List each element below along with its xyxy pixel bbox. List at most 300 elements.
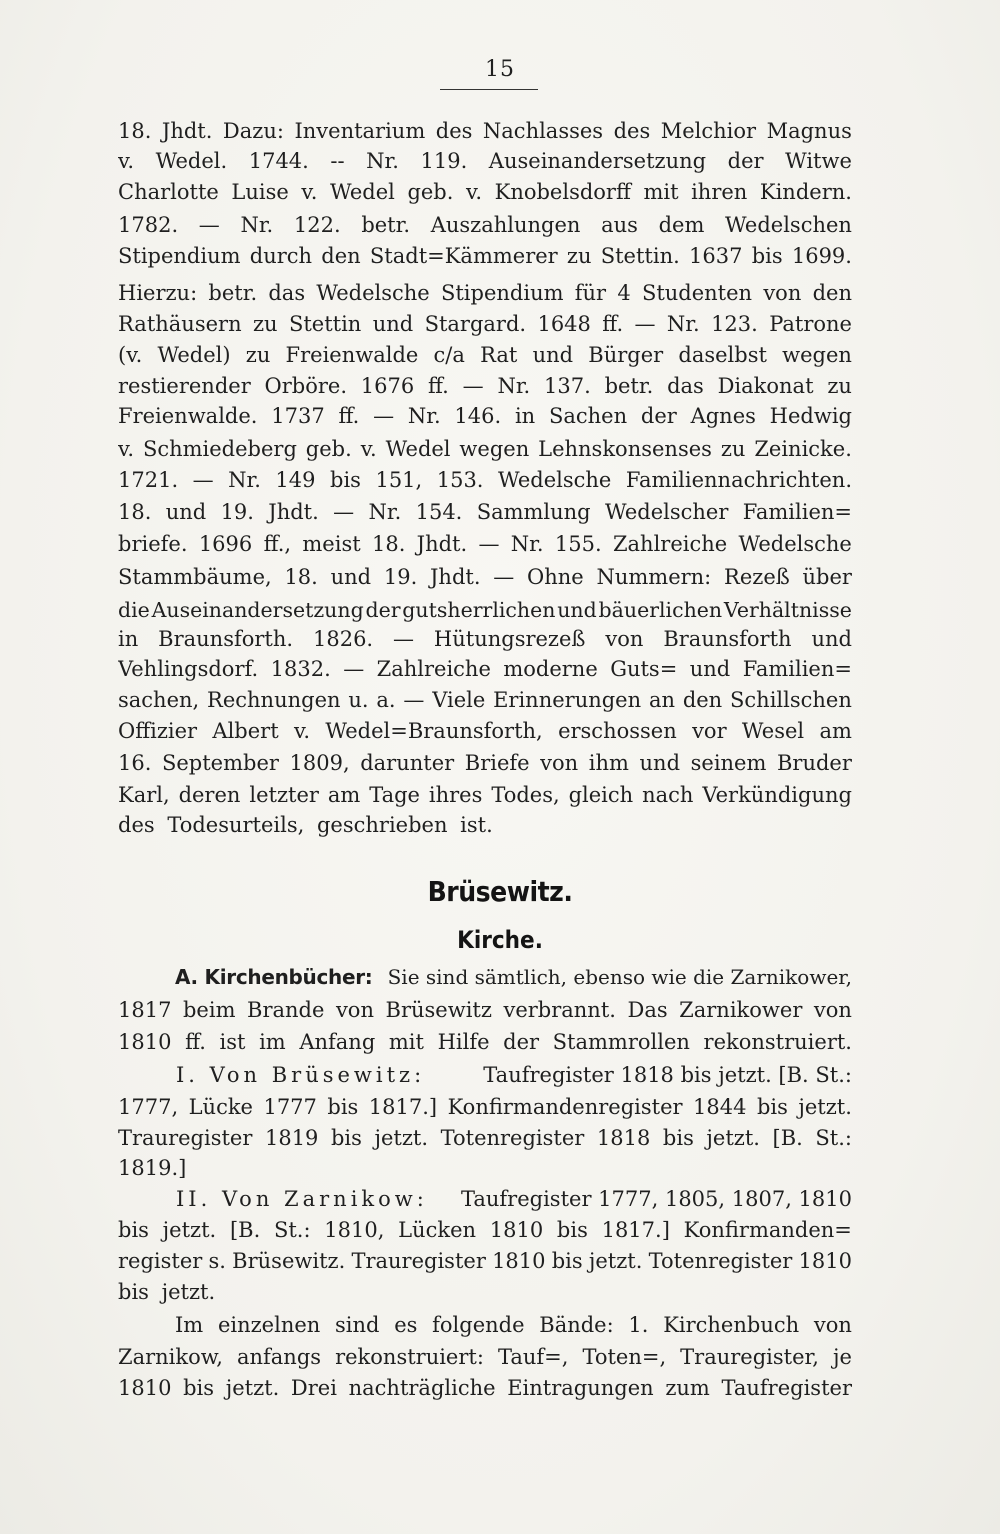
word: Konfirmandenregister [447,1095,683,1119]
word: beim [182,998,236,1022]
word: Rezeß [724,565,790,589]
word: briefe. [118,532,188,556]
text-line [118,685,852,715]
word: Briefe [464,751,530,775]
word: 18. [118,119,152,143]
word: Jhdt. [430,565,481,589]
word: v. [301,180,318,204]
word: Brüsewitz [385,998,492,1022]
word: für [574,281,607,305]
word: 1782. [118,213,179,237]
word: moderne [503,657,598,681]
word: [B. [772,1126,803,1150]
word: Brüsewitz. [232,1249,346,1273]
word: 1819 [264,1126,319,1150]
word: Jhdt. [268,500,319,524]
word: zum [665,1376,710,1400]
word: Wedelsche [738,532,852,556]
word: ff., [263,532,292,556]
word: Bruder [776,751,852,775]
word: 1810 [798,1249,852,1273]
text-line [118,241,852,271]
word: — [343,657,365,681]
word: 153. [436,468,484,492]
word: Nr. [407,404,441,428]
word: Trauregister [351,1249,486,1273]
word: register [118,1249,203,1273]
word: Patrone [769,312,852,336]
text-line [118,210,852,240]
word: letzter [249,783,319,807]
word: des [613,119,651,143]
page-number: 15 [485,57,515,82]
word: s. [208,1249,226,1273]
word: 1817.] [601,1218,670,1242]
word: — [198,213,220,237]
word: 18. [118,500,152,524]
word: ff. [338,404,360,428]
text-line [118,562,852,592]
word: Diakonat [717,374,814,398]
word: 1810 [118,1030,172,1054]
section-a-first-line [118,962,852,992]
word: Nr. [510,532,544,556]
word: und [557,598,597,622]
word: Trauregister [118,1126,253,1150]
word: nach [642,783,694,807]
word: Ohne [527,565,584,589]
word: — [373,404,395,428]
word: Agnes [690,404,756,428]
section-a-line1-text: Sie sind sämtlich, ebenso wie die Zarnikower, [387,965,852,989]
word: Nr. [368,500,402,524]
word: 119. [420,149,468,173]
word: Braunsforth. [158,627,294,651]
word: es [394,1313,418,1337]
word: von [763,281,802,305]
word: bis [556,1218,588,1242]
word: jetzt. [798,1095,852,1119]
word: 1777 [263,1095,317,1119]
word: bis [330,468,361,492]
word: Kindern. [759,180,852,204]
word: v. [360,437,377,461]
word: — [462,374,484,398]
word: 149 [275,468,316,492]
word: ff. [602,312,624,336]
word: der [727,149,764,173]
word: 1696 [198,532,253,556]
word: Wedelsche [497,468,612,492]
word: und [165,500,207,524]
word: zu [252,312,278,336]
word: in [118,627,139,651]
place-heading: Brüsewitz. [427,875,573,908]
word: 1832. [270,657,331,681]
item-1-label: I. Von Brüsewitz: [176,1063,426,1087]
word: 1777, [118,1095,179,1119]
word: Eintragungen [507,1376,654,1400]
word: Knobelsdorff [494,180,631,204]
word: Lehnskonsenses [538,437,712,461]
word: bis [551,1249,583,1273]
word: 137. [544,374,591,398]
text-line [118,780,852,810]
word: 1. [628,1313,649,1337]
word: a. [376,688,396,712]
word: Nr. [228,468,261,492]
text-line [118,1310,852,1340]
word: bis [330,1126,362,1150]
word: von [540,751,579,775]
word: geb. [305,437,352,461]
word: 1817 [118,998,172,1022]
word: Rat [480,343,518,367]
word: Stargard. [424,312,527,336]
word: 4 [617,281,631,305]
word: sachen, [118,688,200,712]
word: Freienwalde [285,343,419,367]
word: Sachen [548,404,628,428]
word: Sammlung [476,500,591,524]
word: einzelnen [217,1313,321,1337]
word: bis [327,1095,359,1119]
word: seinem [690,751,767,775]
word: Familien= [742,657,852,681]
word: Wedel=Braunsforth, [325,719,543,743]
word: Dazu: [222,119,284,143]
word: Zarnikower [679,998,803,1022]
word: St.: [815,1126,852,1150]
word: Braunsforth [663,627,792,651]
word: Nr. [497,374,531,398]
word: Charlotte [118,180,219,204]
word: Trauregister, [680,1345,819,1369]
word: 18. [371,532,406,556]
word: nachträgliche [348,1376,496,1400]
text-line [118,1215,852,1245]
word: aus [601,213,638,237]
word: Auseinandersetzung [488,149,707,173]
text-line [118,595,852,625]
word: 1810 [118,1376,172,1400]
word: zu [827,374,852,398]
word: den [682,688,723,712]
word: 19. [220,500,254,524]
word: von [813,1313,852,1337]
word: Brande [247,998,325,1022]
word: darunter [360,751,455,775]
word: Stadt=Kämmerer [369,244,558,268]
text-line [118,624,852,654]
word: ihm [588,751,629,775]
word: 1844 [693,1095,747,1119]
text-line [118,654,852,684]
word: bis [183,1376,215,1400]
word: Stammrollen [552,1030,690,1054]
word: Drei [290,1376,337,1400]
word: 1648 [537,312,591,336]
word: Konfirmanden= [683,1218,852,1242]
word: Erinnerungen [493,688,642,712]
word: v. [293,719,311,743]
word: Lücken [398,1218,477,1242]
word: 123. [711,312,758,336]
word: v. [118,437,135,461]
word: verbrannt. [503,998,616,1022]
word: Orböre. [264,374,347,398]
word: dem [658,213,705,237]
word: Tauf=, [497,1345,569,1369]
text-line [118,1123,852,1153]
word: Zarnikow, [118,1345,223,1369]
word: u. [348,688,369,712]
word: gutsherrlichen [402,598,556,622]
word: Schillschen [730,688,852,712]
word: 19. [383,565,418,589]
word: vor [692,719,727,743]
text-line: bis jetzt. [118,1280,216,1304]
text-line [118,1373,852,1403]
item-2-first-line [118,1184,852,1214]
text-line [118,716,852,746]
word: Luise [231,180,289,204]
word: 155. [554,532,602,556]
word: Stipendium [440,281,564,305]
word: ihren [691,180,748,204]
word: v. [466,180,483,204]
word: restierender [118,374,251,398]
word: Stettin. [600,244,680,268]
word: Inventarium [294,119,426,143]
word: 1737 [271,404,325,428]
word: Melchior [660,119,757,143]
word: Witwe [785,149,852,173]
word: Nr. [666,312,700,336]
word: 1676 [360,374,415,398]
word: Wesel [741,719,805,743]
word: Nummern: [596,565,712,589]
word: bis [751,244,783,268]
word: Das [627,998,668,1022]
word: daselbst [678,343,767,367]
word: ist [219,1030,246,1054]
word: betr. [604,374,654,398]
text-line [118,371,852,401]
word: jetzt. [706,1126,760,1150]
word: — [333,500,355,524]
word: bis [118,1218,149,1242]
word: folgende [432,1313,525,1337]
word: die [118,598,150,622]
text-line [118,434,852,464]
text-line [118,177,852,207]
word: bäuerlichen [598,598,723,622]
word: am [819,719,852,743]
word: Bürger [588,343,664,367]
word: an [648,688,675,712]
text-line [118,401,852,431]
word: zu [720,437,746,461]
word: Verhältnisse [723,598,852,622]
word: Schmiedeberg [142,437,297,461]
word: 18. [284,565,318,589]
word: mit [388,1030,424,1054]
word: c/a [433,343,465,367]
word: zu [245,343,271,367]
text-line [118,116,852,146]
word: der [503,1030,540,1054]
word: bis [662,1126,694,1150]
word: Karl, [118,783,170,807]
word: 1810, [324,1218,385,1242]
section-heading: Kirche. [457,926,543,954]
word: 1809, [289,751,350,775]
word: — [493,565,515,589]
word: Stipendium [118,244,241,268]
text-line [118,1246,852,1276]
word: Zahlreiche [612,532,728,556]
word: wegen [459,437,530,461]
word: Totenregister [648,1249,793,1273]
word: 154. [415,500,463,524]
word: Rathäusern [118,312,242,336]
word: Hilfe [437,1030,490,1054]
word: geb. [407,180,454,204]
word: betr. [361,213,411,237]
word: Wedel. [155,149,228,173]
word: Wedel) [157,343,231,367]
word: ff. [428,374,449,398]
word: Lücke [188,1095,253,1119]
word: mit [643,180,679,204]
word: ff. [185,1030,206,1054]
word: sind [335,1313,380,1337]
word: und [372,312,414,336]
word: im [259,1030,286,1054]
word: den [321,244,361,268]
word: — [478,532,500,556]
word: Kirchenbuch [663,1313,800,1337]
word: 1818 [596,1126,651,1150]
word: Stettin [288,312,362,336]
word: 1744. [248,149,309,173]
word: 146. [454,404,502,428]
word: 151, [375,468,423,492]
word: das [268,281,306,305]
word: St.: [273,1218,311,1242]
word: und [330,565,372,589]
word: Anfang [299,1030,376,1054]
word: 1810 [489,1218,544,1242]
word: — [393,627,415,651]
word: Offizier [118,719,198,743]
text-line [118,278,852,308]
word: Auseinandersetzung [151,598,364,622]
word: Wedelschen [725,213,852,237]
word: Studenten [641,281,753,305]
word: 1721. [118,468,179,492]
word: Zahlreiche [376,657,491,681]
word: und [532,343,574,367]
word: Rechnungen [207,688,341,712]
word: der [640,404,677,428]
text-line [118,748,852,778]
word: (v. [118,343,143,367]
text-line [118,995,852,1025]
word: gleich [568,783,634,807]
word: und [639,751,681,775]
item-2-line1-text: Taufregister 1777, 1805, 1807, 1810 [460,1187,852,1211]
word: Hedwig [769,404,852,428]
word: über [802,565,852,589]
text-line [118,309,852,339]
word: Im [175,1313,204,1337]
word: den [812,281,852,305]
word: des [435,119,473,143]
word: Tage [369,783,420,807]
word: Viele [432,688,486,712]
word: wegen [782,343,852,367]
text-line [118,497,852,527]
word: meist [302,532,361,556]
word: Jhdt. [416,532,468,556]
word: von [605,627,644,651]
word: Magnus [766,119,852,143]
word: Wedelsche [316,281,430,305]
word: — [634,312,656,336]
word: ihres [428,783,483,807]
word: 1826. [312,627,374,651]
item-1-line1-text: Taufregister 1818 bis jetzt. [B. St.: [483,1063,852,1087]
word: -- [330,149,345,173]
word: erschossen [558,719,677,743]
word: Totenregister [440,1126,585,1150]
word: Auszahlungen [430,213,581,237]
word: deren [178,783,241,807]
word: 16. [118,751,152,775]
word: Familiennachrichten. [625,468,852,492]
word: und [689,657,731,681]
word: in [514,404,536,428]
word: Bände: [539,1313,614,1337]
word: — [403,688,425,712]
text-line [118,1092,852,1122]
word: rekonstruiert. [703,1030,852,1054]
word: September [161,751,279,775]
word: Verkündigung [702,783,852,807]
page-number-rule [440,89,538,90]
text-line [118,529,852,559]
word: am [327,783,361,807]
text-line: des Todesurteils, geschrieben ist. [118,813,493,837]
word: das [667,374,704,398]
word: jetzt. [162,1218,217,1242]
word: von [335,998,374,1022]
word: und [811,627,852,651]
word: v. [118,149,135,173]
word: [B. [229,1218,261,1242]
word: rekonstruiert: [335,1345,484,1369]
text-line [118,1027,852,1057]
word: jetzt. [374,1126,429,1150]
word: — [192,468,214,492]
word: Nr. [240,213,274,237]
word: Wedel [385,437,451,461]
word: zu [566,244,592,268]
word: 1817.] [368,1095,438,1119]
word: Zeinicke. [754,437,852,461]
